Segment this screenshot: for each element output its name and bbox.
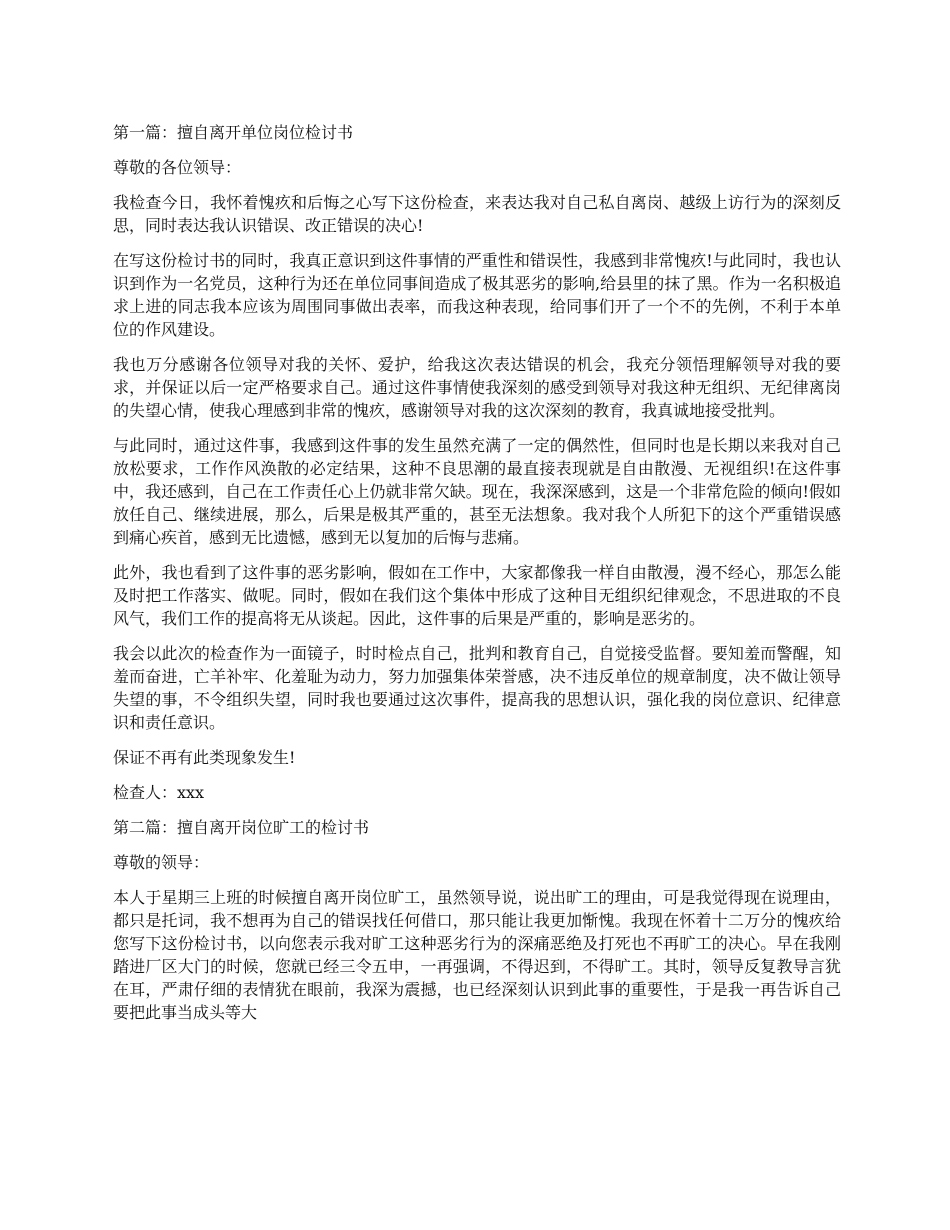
signature-line: 检查人：xxx xyxy=(113,783,205,802)
section-title-2: 第二篇：擅自离开岗位旷工的检讨书 xyxy=(113,818,370,837)
paragraph-intro: 我检查今日，我怀着愧疚和后悔之心写下这份检查，来表达我对自己私自离岗、越级上访行为的深刻反思，同时表达我认识错误、改正错误的决心! xyxy=(113,193,841,235)
salutation-1: 尊敬的各位领导： xyxy=(113,158,242,177)
paragraph-reflection: 与此同时，通过这件事，我感到这件事的发生虽然充满了一定的偶然性，但同时也是长期以来我对自己放松要求，工作作风涣散的必定结果，这种不良思潮的最直接表现就是自由散漫、无视组织!在这件事中，我还感到，自己在工作责任心上仍就非常欠缺。现在，我深深感到，这是一个非常危险的倾向!假如放任自己、继续进展，那么，后果是极其严重的，甚至无法想象。我对我个人所犯下的这个严重错误感到痛心疾首，感到无比遗憾，感到无以复加的后悔与悲痛。 xyxy=(113,436,841,547)
paragraph-awareness: 在写这份检讨书的同时，我真正意识到这件事情的严重性和错误性，我感到非常愧疚!与此同时，我也认识到作为一名党员，这种行为还在单位同事间造成了极其恶劣的影响,给县里的抹了黑。作为一名积极追求上进的同志我本应该为周围同事做出表率，而我这种表现，给同事们开了一个不的先例，不利于本单位的作风建设。 xyxy=(113,251,841,339)
document-body xyxy=(113,121,841,1036)
paragraph-impact: 此外，我也看到了这件事的恶劣影响，假如在工作中，大家都像我一样自由散漫，漫不经心，那怎么能及时把工作落实、做呢。同时，假如在我们这个集体中形成了这种目无组织纪律观念，不思进取的不良风气，我们工作的提高将无从谈起。因此，这件事的后果是严重的，影响是恶劣的。 xyxy=(113,563,841,628)
section-title-1: 第一篇：擅自离开单位岗位检讨书 xyxy=(113,123,354,142)
salutation-2: 尊敬的领导： xyxy=(113,853,210,872)
paragraph-absence: 本人于星期三上班的时候擅自离开岗位旷工，虽然领导说，说出旷工的理由，可是我觉得现在说理由，都只是托词，我不想再为自己的错误找任何借口，那只能让我更加惭愧。我现在怀着十二万分的愧疚给您写下这份检讨书，以向您表示我对旷工这种恶劣行为的深痛恶绝及打死也不再旷工的决心。早在我刚踏进厂区大门的时候，您就已经三令五申，一再强调，不得迟到，不得旷工。其时，领导反复教导言犹在耳，严肃仔细的表情犹在眼前，我深为震撼，也已经深刻认识到此事的重要性，于是我一再告诉自己要把此事当成头等大 xyxy=(113,888,841,1022)
paragraph-commitment: 我会以此次的检查作为一面镜子，时时检点自己，批判和教育自己，自觉接受监督。要知羞而警醒，知羞而奋进，亡羊补牢、化羞耻为动力，努力加强集体荣誉感，决不违反单位的规章制度，决不做让领导失望的事，不令组织失望，同时我也要通过这次事件，提高我的思想认识，强化我的岗位意识、纪律意识和责任意识。 xyxy=(113,644,841,732)
paragraph-guarantee: 保证不再有此类现象发生! xyxy=(113,748,296,767)
paragraph-gratitude: 我也万分感谢各位领导对我的关怀、爱护，给我这次表达错误的机会，我充分领悟理解领导对我的要求，并保证以后一定严格要求自己。通过这件事情使我深刻的感受到领导对我这种无组织、无纪律离岗的失望心情，使我心理感到非常的愧疚，感谢领导对我的这次深刻的教育，我真诚地接受批判。 xyxy=(113,355,841,420)
